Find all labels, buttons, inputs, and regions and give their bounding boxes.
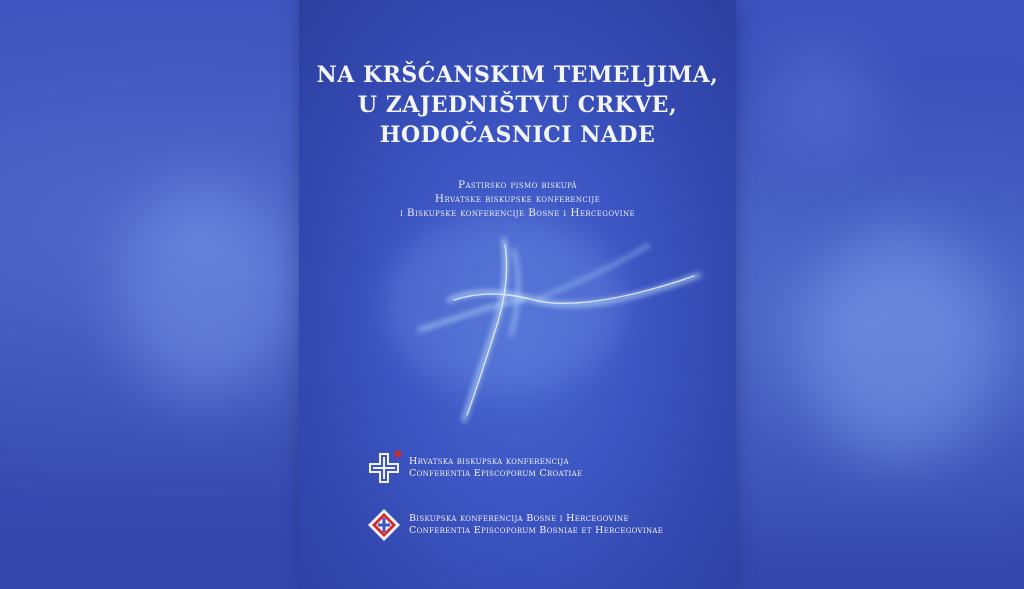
background-blur-top-right [760,40,880,160]
organization-hbk [367,451,582,485]
organization-latin-name: Conferentia Episcoporum Bosniae et Hercegovinae [409,525,664,536]
subtitle-line: Hrvatske biskupske konferencije [434,193,601,205]
background-blur-left [120,180,290,400]
background-blur-right [800,230,1000,460]
title-line: U ZAJEDNIŠTVU CRKVE, [357,92,678,118]
book-cover [299,0,736,589]
organization-text [409,513,663,537]
title-line: HODOČASNICI NADE [379,122,656,148]
organization-bk-bih [367,508,663,542]
title-line: NA KRŠĆANSKIM TEMELJIMA, [316,62,719,88]
organization-name: Hrvatska biskupska konferencija [409,456,569,467]
organization-latin-name: Conferentia Episcoporum Croatiae [409,468,583,479]
organization-text [409,456,582,480]
organization-name: Biskupska konferencija Bosne i Hercegovine [409,513,629,524]
cover-title [299,60,736,150]
cover-subtitle [299,178,736,220]
bk-bih-emblem-icon [367,508,401,542]
subtitle-line: i Biskupske konferencije Bosne i Hercegovine [400,207,635,219]
subtitle-line: Pastirsko pismo biskupâ [458,179,577,191]
hbk-cross-icon [367,451,401,485]
